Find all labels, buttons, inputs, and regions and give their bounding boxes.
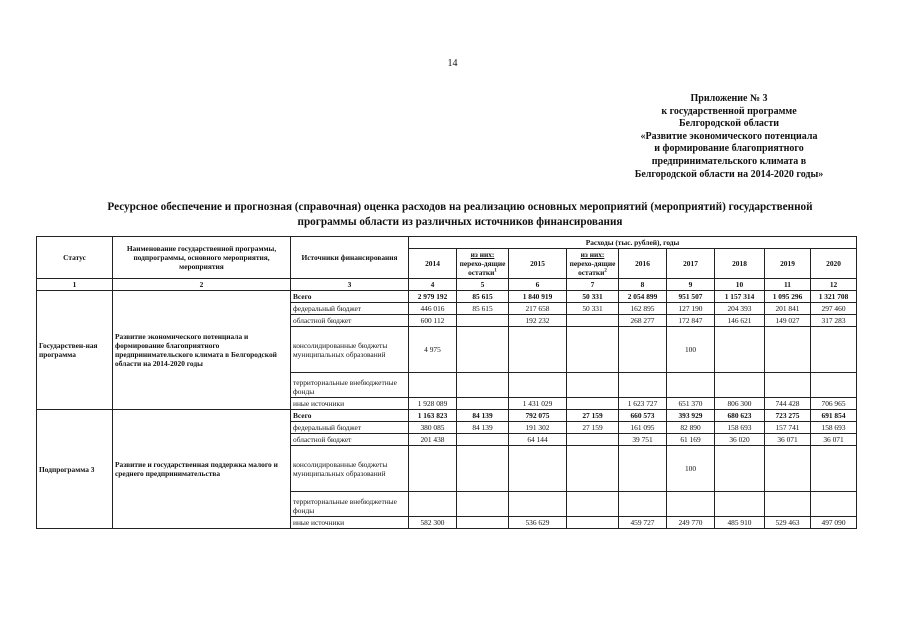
column-number: 4: [409, 279, 457, 291]
section-status: Подпрограмма 3: [37, 410, 113, 529]
header-of-which: из них:: [470, 250, 495, 259]
header-carryover-label: перехо-дящие остатки: [569, 259, 616, 277]
header-year: 2016: [619, 249, 667, 279]
value-cell: 158 693: [811, 422, 857, 434]
value-cell: [567, 434, 619, 446]
value-cell: 497 090: [811, 517, 857, 529]
value-cell: [509, 492, 567, 517]
value-cell: 951 507: [667, 291, 715, 303]
value-cell: 192 232: [509, 315, 567, 327]
value-cell: [765, 492, 811, 517]
title-line-1: Ресурсное обеспечение и прогнозная (справочная) оценка расходов на реализацию основных мероприятий (мероприятий) государственной: [107, 201, 813, 213]
value-cell: [509, 327, 567, 373]
row-federal-source: федеральный бюджет: [291, 303, 409, 315]
column-number: 11: [765, 279, 811, 291]
value-cell: 50 331: [567, 291, 619, 303]
column-number: 5: [457, 279, 509, 291]
value-cell: 201 841: [765, 303, 811, 315]
value-cell: [667, 492, 715, 517]
value-cell: [567, 373, 619, 398]
column-number: 9: [667, 279, 715, 291]
value-cell: 100: [667, 327, 715, 373]
value-cell: 1 840 919: [509, 291, 567, 303]
column-number: 8: [619, 279, 667, 291]
value-cell: [765, 446, 811, 492]
value-cell: 393 929: [667, 410, 715, 422]
value-cell: 459 727: [619, 517, 667, 529]
row-municipal-source: консолидированные бюджеты муниципальных образований: [291, 446, 409, 492]
value-cell: 1 095 296: [765, 291, 811, 303]
row-total-source: Всего: [291, 410, 409, 422]
value-cell: 201 438: [409, 434, 457, 446]
value-cell: [715, 373, 765, 398]
header-year: 2020: [811, 249, 857, 279]
value-cell: 806 300: [715, 398, 765, 410]
value-cell: [765, 327, 811, 373]
row-federal-source: федеральный бюджет: [291, 422, 409, 434]
value-cell: [811, 492, 857, 517]
header-status: Статус: [37, 237, 113, 279]
header-carryover-label: перехо-дящие остатки: [459, 259, 506, 277]
value-cell: [567, 446, 619, 492]
value-cell: 82 890: [667, 422, 715, 434]
value-cell: [619, 373, 667, 398]
value-cell: 84 139: [457, 410, 509, 422]
value-cell: 50 331: [567, 303, 619, 315]
section-status: Государствен-ная программа: [37, 291, 113, 410]
value-cell: [567, 327, 619, 373]
value-cell: 529 463: [765, 517, 811, 529]
value-cell: 706 965: [811, 398, 857, 410]
column-number-row: [37, 279, 857, 291]
footnote-marker: 1: [494, 268, 497, 274]
value-cell: [567, 398, 619, 410]
header-of-which: из них:: [580, 250, 605, 259]
section-name: Развитие экономического потенциала и формирование благоприятного предпринимательского климата в Белгородской области на 2014-2020 годы: [113, 291, 291, 410]
table-row: [37, 410, 857, 422]
appendix-line: и формирование благоприятного: [654, 143, 804, 155]
value-cell: 27 159: [567, 422, 619, 434]
title-line-2: программы области из различных источников финансирования: [297, 215, 623, 228]
value-cell: [567, 315, 619, 327]
header-year: 2018: [715, 249, 765, 279]
appendix-block: [599, 93, 859, 181]
header-name: Наименование государственной программы, подпрограммы, основного мероприятия, мероприятия: [113, 237, 291, 279]
value-cell: [409, 492, 457, 517]
value-cell: 146 621: [715, 315, 765, 327]
value-cell: 2 979 192: [409, 291, 457, 303]
value-cell: [567, 492, 619, 517]
value-cell: 792 075: [509, 410, 567, 422]
value-cell: 127 190: [667, 303, 715, 315]
value-cell: [409, 373, 457, 398]
appendix-line: Белгородской области на 2014-2020 годы»: [634, 168, 824, 180]
value-cell: 191 302: [509, 422, 567, 434]
header-year: 2015: [509, 249, 567, 279]
document-title: [40, 200, 880, 229]
column-number: 6: [509, 279, 567, 291]
value-cell: 723 275: [765, 410, 811, 422]
header-year: 2017: [667, 249, 715, 279]
funding-table: [36, 236, 857, 529]
column-number: 1: [37, 279, 113, 291]
value-cell: 249 770: [667, 517, 715, 529]
value-cell: 149 027: [765, 315, 811, 327]
value-cell: 582 300: [409, 517, 457, 529]
value-cell: [457, 446, 509, 492]
value-cell: 27 159: [567, 410, 619, 422]
value-cell: 651 370: [667, 398, 715, 410]
column-number: 10: [715, 279, 765, 291]
row-other-source: иные источники: [291, 398, 409, 410]
value-cell: 1 157 314: [715, 291, 765, 303]
value-cell: [715, 446, 765, 492]
value-cell: [409, 446, 457, 492]
value-cell: [619, 327, 667, 373]
value-cell: 1 623 727: [619, 398, 667, 410]
value-cell: 217 658: [509, 303, 567, 315]
value-cell: 85 615: [457, 303, 509, 315]
value-cell: 158 693: [715, 422, 765, 434]
value-cell: [509, 373, 567, 398]
column-number: 2: [113, 279, 291, 291]
value-cell: 85 615: [457, 291, 509, 303]
header-year: 2019: [765, 249, 811, 279]
value-cell: [765, 373, 811, 398]
section-name: Развитие и государственная поддержка малого и среднего предпринимательства: [113, 410, 291, 529]
header-source: Источники финансирования: [291, 237, 409, 279]
value-cell: 162 895: [619, 303, 667, 315]
value-cell: 204 393: [715, 303, 765, 315]
value-cell: 157 741: [765, 422, 811, 434]
value-cell: 691 854: [811, 410, 857, 422]
value-cell: [811, 327, 857, 373]
value-cell: [457, 315, 509, 327]
value-cell: [811, 446, 857, 492]
value-cell: [457, 434, 509, 446]
appendix-line: Приложение № 3: [690, 93, 768, 104]
value-cell: 744 428: [765, 398, 811, 410]
column-number: 12: [811, 279, 857, 291]
value-cell: 172 847: [667, 315, 715, 327]
value-cell: [457, 492, 509, 517]
value-cell: 1 928 089: [409, 398, 457, 410]
value-cell: 64 144: [509, 434, 567, 446]
value-cell: [619, 492, 667, 517]
value-cell: 380 085: [409, 422, 457, 434]
value-cell: 1 321 708: [811, 291, 857, 303]
appendix-line: Белгородской области: [678, 118, 780, 130]
value-cell: 317 283: [811, 315, 857, 327]
value-cell: 36 071: [765, 434, 811, 446]
header-year: 2014: [409, 249, 457, 279]
value-cell: 39 751: [619, 434, 667, 446]
column-number: 7: [567, 279, 619, 291]
value-cell: 536 629: [509, 517, 567, 529]
value-cell: 485 910: [715, 517, 765, 529]
value-cell: [457, 517, 509, 529]
value-cell: [667, 373, 715, 398]
row-territorial-source: территориальные внебюджетные фонды: [291, 492, 409, 517]
appendix-line: предпринимательского климата в: [651, 155, 807, 167]
value-cell: [509, 446, 567, 492]
header-carryover-1: [457, 249, 509, 279]
appendix-line: «Развитие экономического потенциала: [640, 130, 818, 142]
value-cell: [811, 373, 857, 398]
value-cell: 36 071: [811, 434, 857, 446]
value-cell: [457, 398, 509, 410]
value-cell: 297 460: [811, 303, 857, 315]
appendix-line: к государственной программе: [661, 105, 797, 117]
value-cell: 680 623: [715, 410, 765, 422]
row-other-source: иные источники: [291, 517, 409, 529]
header-carryover-2: [567, 249, 619, 279]
value-cell: 2 054 899: [619, 291, 667, 303]
row-municipal-source: консолидированные бюджеты муниципальных образований: [291, 327, 409, 373]
value-cell: 61 169: [667, 434, 715, 446]
value-cell: 161 095: [619, 422, 667, 434]
table-body: [37, 291, 857, 529]
value-cell: 600 112: [409, 315, 457, 327]
value-cell: [619, 446, 667, 492]
row-territorial-source: территориальные внебюджетные фонды: [291, 373, 409, 398]
column-number: 3: [291, 279, 409, 291]
value-cell: 36 020: [715, 434, 765, 446]
value-cell: 268 277: [619, 315, 667, 327]
row-regional-source: областной бюджет: [291, 315, 409, 327]
row-total-source: Всего: [291, 291, 409, 303]
value-cell: 1 431 029: [509, 398, 567, 410]
value-cell: 100: [667, 446, 715, 492]
row-regional-source: областной бюджет: [291, 434, 409, 446]
value-cell: [567, 517, 619, 529]
value-cell: [457, 373, 509, 398]
table-row: [37, 291, 857, 303]
value-cell: 1 163 823: [409, 410, 457, 422]
value-cell: 4 975: [409, 327, 457, 373]
page-number: 14: [447, 58, 458, 69]
footnote-marker: 2: [604, 268, 607, 274]
value-cell: 84 139: [457, 422, 509, 434]
value-cell: [457, 327, 509, 373]
header-expenses: Расходы (тыс. рублей), годы: [409, 237, 857, 249]
value-cell: [715, 492, 765, 517]
value-cell: 660 573: [619, 410, 667, 422]
value-cell: 446 016: [409, 303, 457, 315]
value-cell: [715, 327, 765, 373]
